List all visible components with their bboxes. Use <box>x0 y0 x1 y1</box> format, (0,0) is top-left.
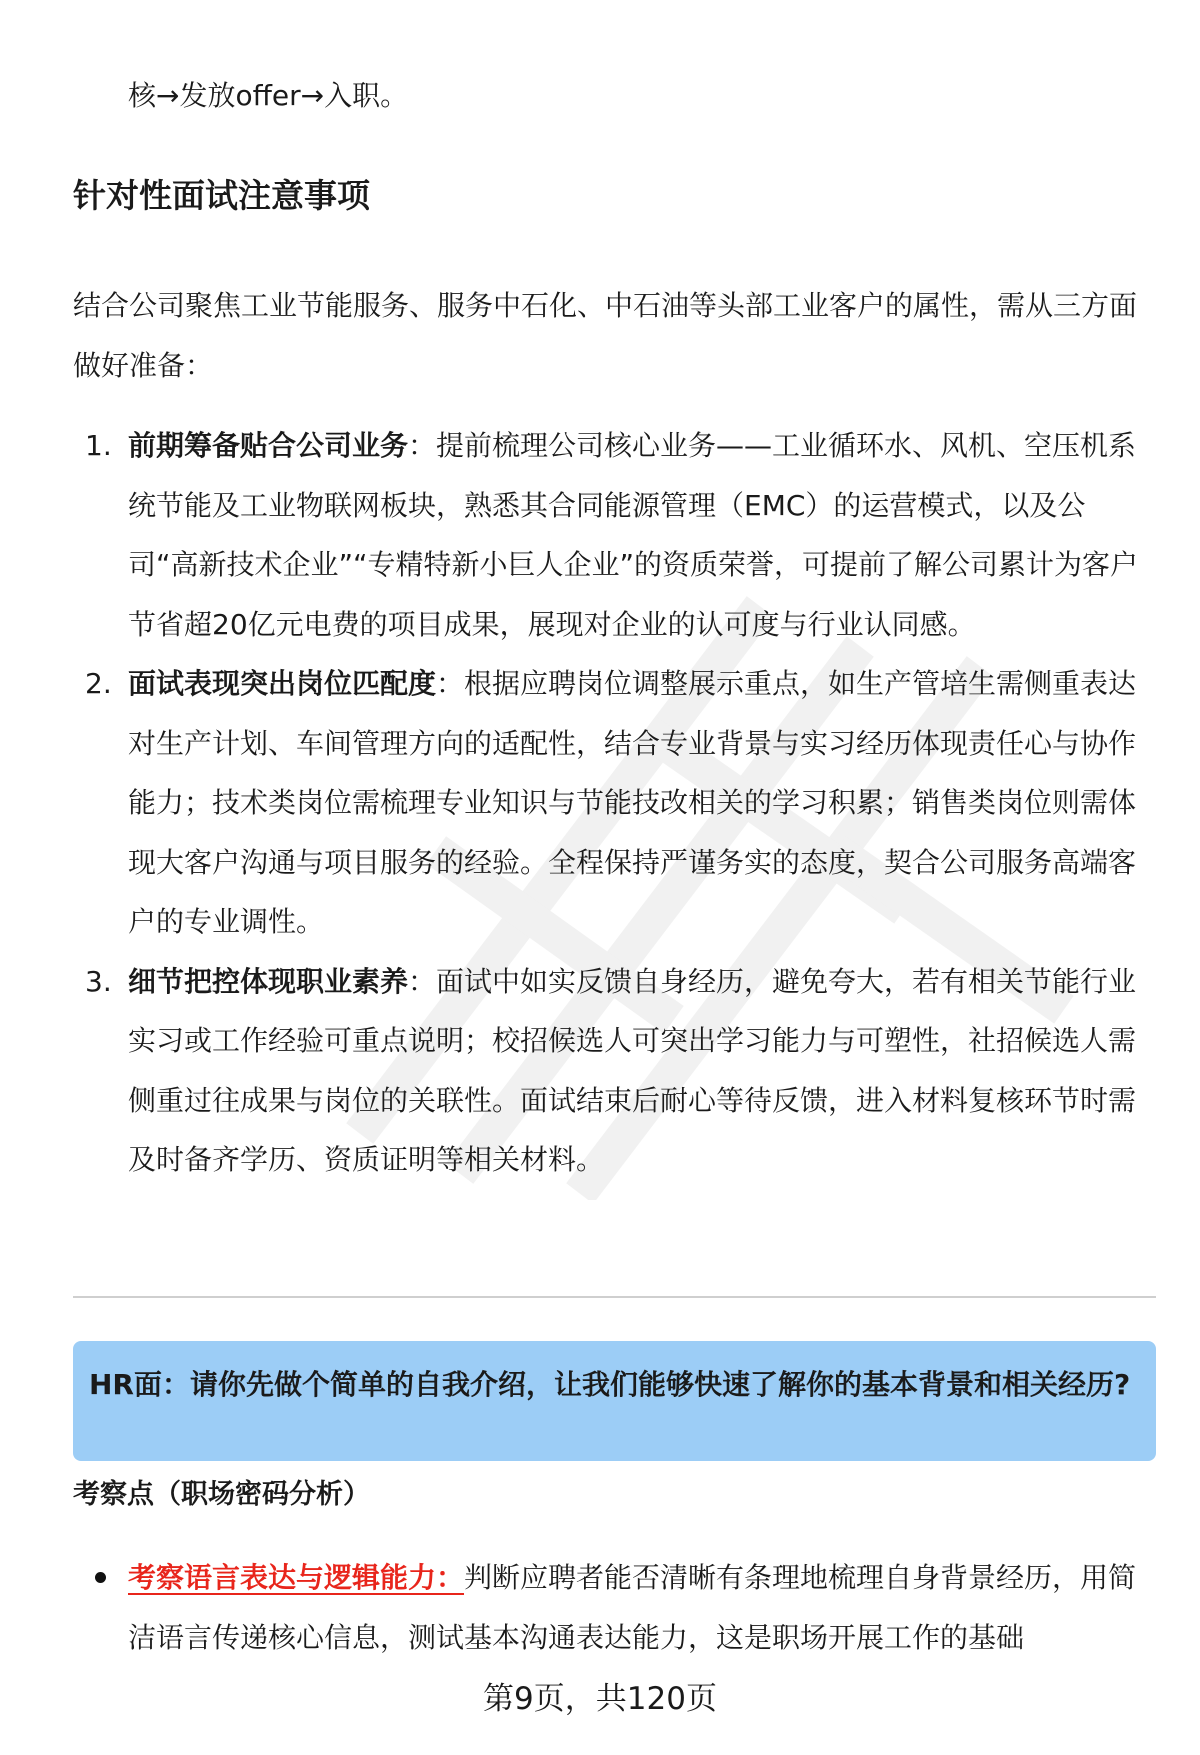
hr-question-text: HR面：请你先做个简单的自我介绍，让我们能够快速了解你的基本背景和相关经历? <box>89 1368 1131 1401</box>
bullet-body: 判断应聘者能否清晰有条理地梳理自身背景经历，用简洁语言传递核心信息，测试基本沟通表达能力，这是职场开展工作的基础 <box>128 1561 1137 1654</box>
bullet-title: 考察语言表达与逻辑能力： <box>128 1561 465 1594</box>
point-separator: ： <box>436 667 465 700</box>
intro-text: 核→发放offer→入职。 <box>128 79 409 112</box>
bullet-dot-icon <box>95 1572 106 1583</box>
preparation-points-list <box>73 416 1153 1190</box>
point-title: 细节把控体现职业素养 <box>128 964 409 998</box>
point-separator: ： <box>408 429 437 462</box>
lead-paragraph: 结合公司聚焦工业节能服务、服务中石化、中石油等头部工业客户的属性，需从三方面做好准备： <box>73 289 1138 382</box>
point-body: 面试中如实反馈自身经历，避免夸大，若有相关节能行业实习或工作经验可重点说明；校招候选人可突出学习能力与可塑性，社招候选人需侧重过往成果与岗位的关联性。面试结束后耐心等待反馈，进入材料复核环节时需及时备齐学历、资质证明等相关材料。 <box>128 964 1137 1176</box>
point-body: 提前梳理公司核心业务——工业循环水、风机、空压机系统节能及工业物联网板块，熟悉其合同能源管理（EMC）的运营模式，以及公司“高新技术企业”“专精特新小巨人企业”的资质荣誉，可提前了解公司累计为客户节省超20亿元电费的项目成果，展现对企业的认可度与行业认同感。 <box>128 429 1139 641</box>
point-title: 前期筹备贴合公司业务 <box>128 429 409 462</box>
section-divider <box>73 1296 1156 1298</box>
list-item <box>73 654 1153 952</box>
page-number: 第9页，共120页 <box>483 1681 717 1717</box>
point-body: 根据应聘岗位调整展示重点，如生产管培生需侧重表达对生产计划、车间管理方向的适配性，结合专业背景与实习经历体现责任心与协作能力；技术类岗位需梳理专业知识与节能技改相关的学习积累；销售类岗位则需体现大客户沟通与项目服务的经验。全程保持严谨务实的态度，契合公司服务高端客户的专业调性。 <box>128 667 1137 938</box>
point-separator: ： <box>408 964 437 998</box>
analysis-bullet-list <box>73 1548 1153 1668</box>
hr-question-callout <box>73 1341 1156 1461</box>
analysis-title: 考察点（职场密码分析） <box>73 1479 370 1510</box>
list-number: 3. <box>85 964 112 998</box>
list-item <box>73 1548 1153 1668</box>
list-item <box>73 416 1153 654</box>
list-item <box>73 952 1153 1190</box>
list-number: 2. <box>85 667 112 700</box>
point-title: 面试表现突出岗位匹配度 <box>128 667 437 700</box>
section-title: 针对性面试注意事项 <box>73 176 370 215</box>
list-number: 1. <box>85 429 112 462</box>
